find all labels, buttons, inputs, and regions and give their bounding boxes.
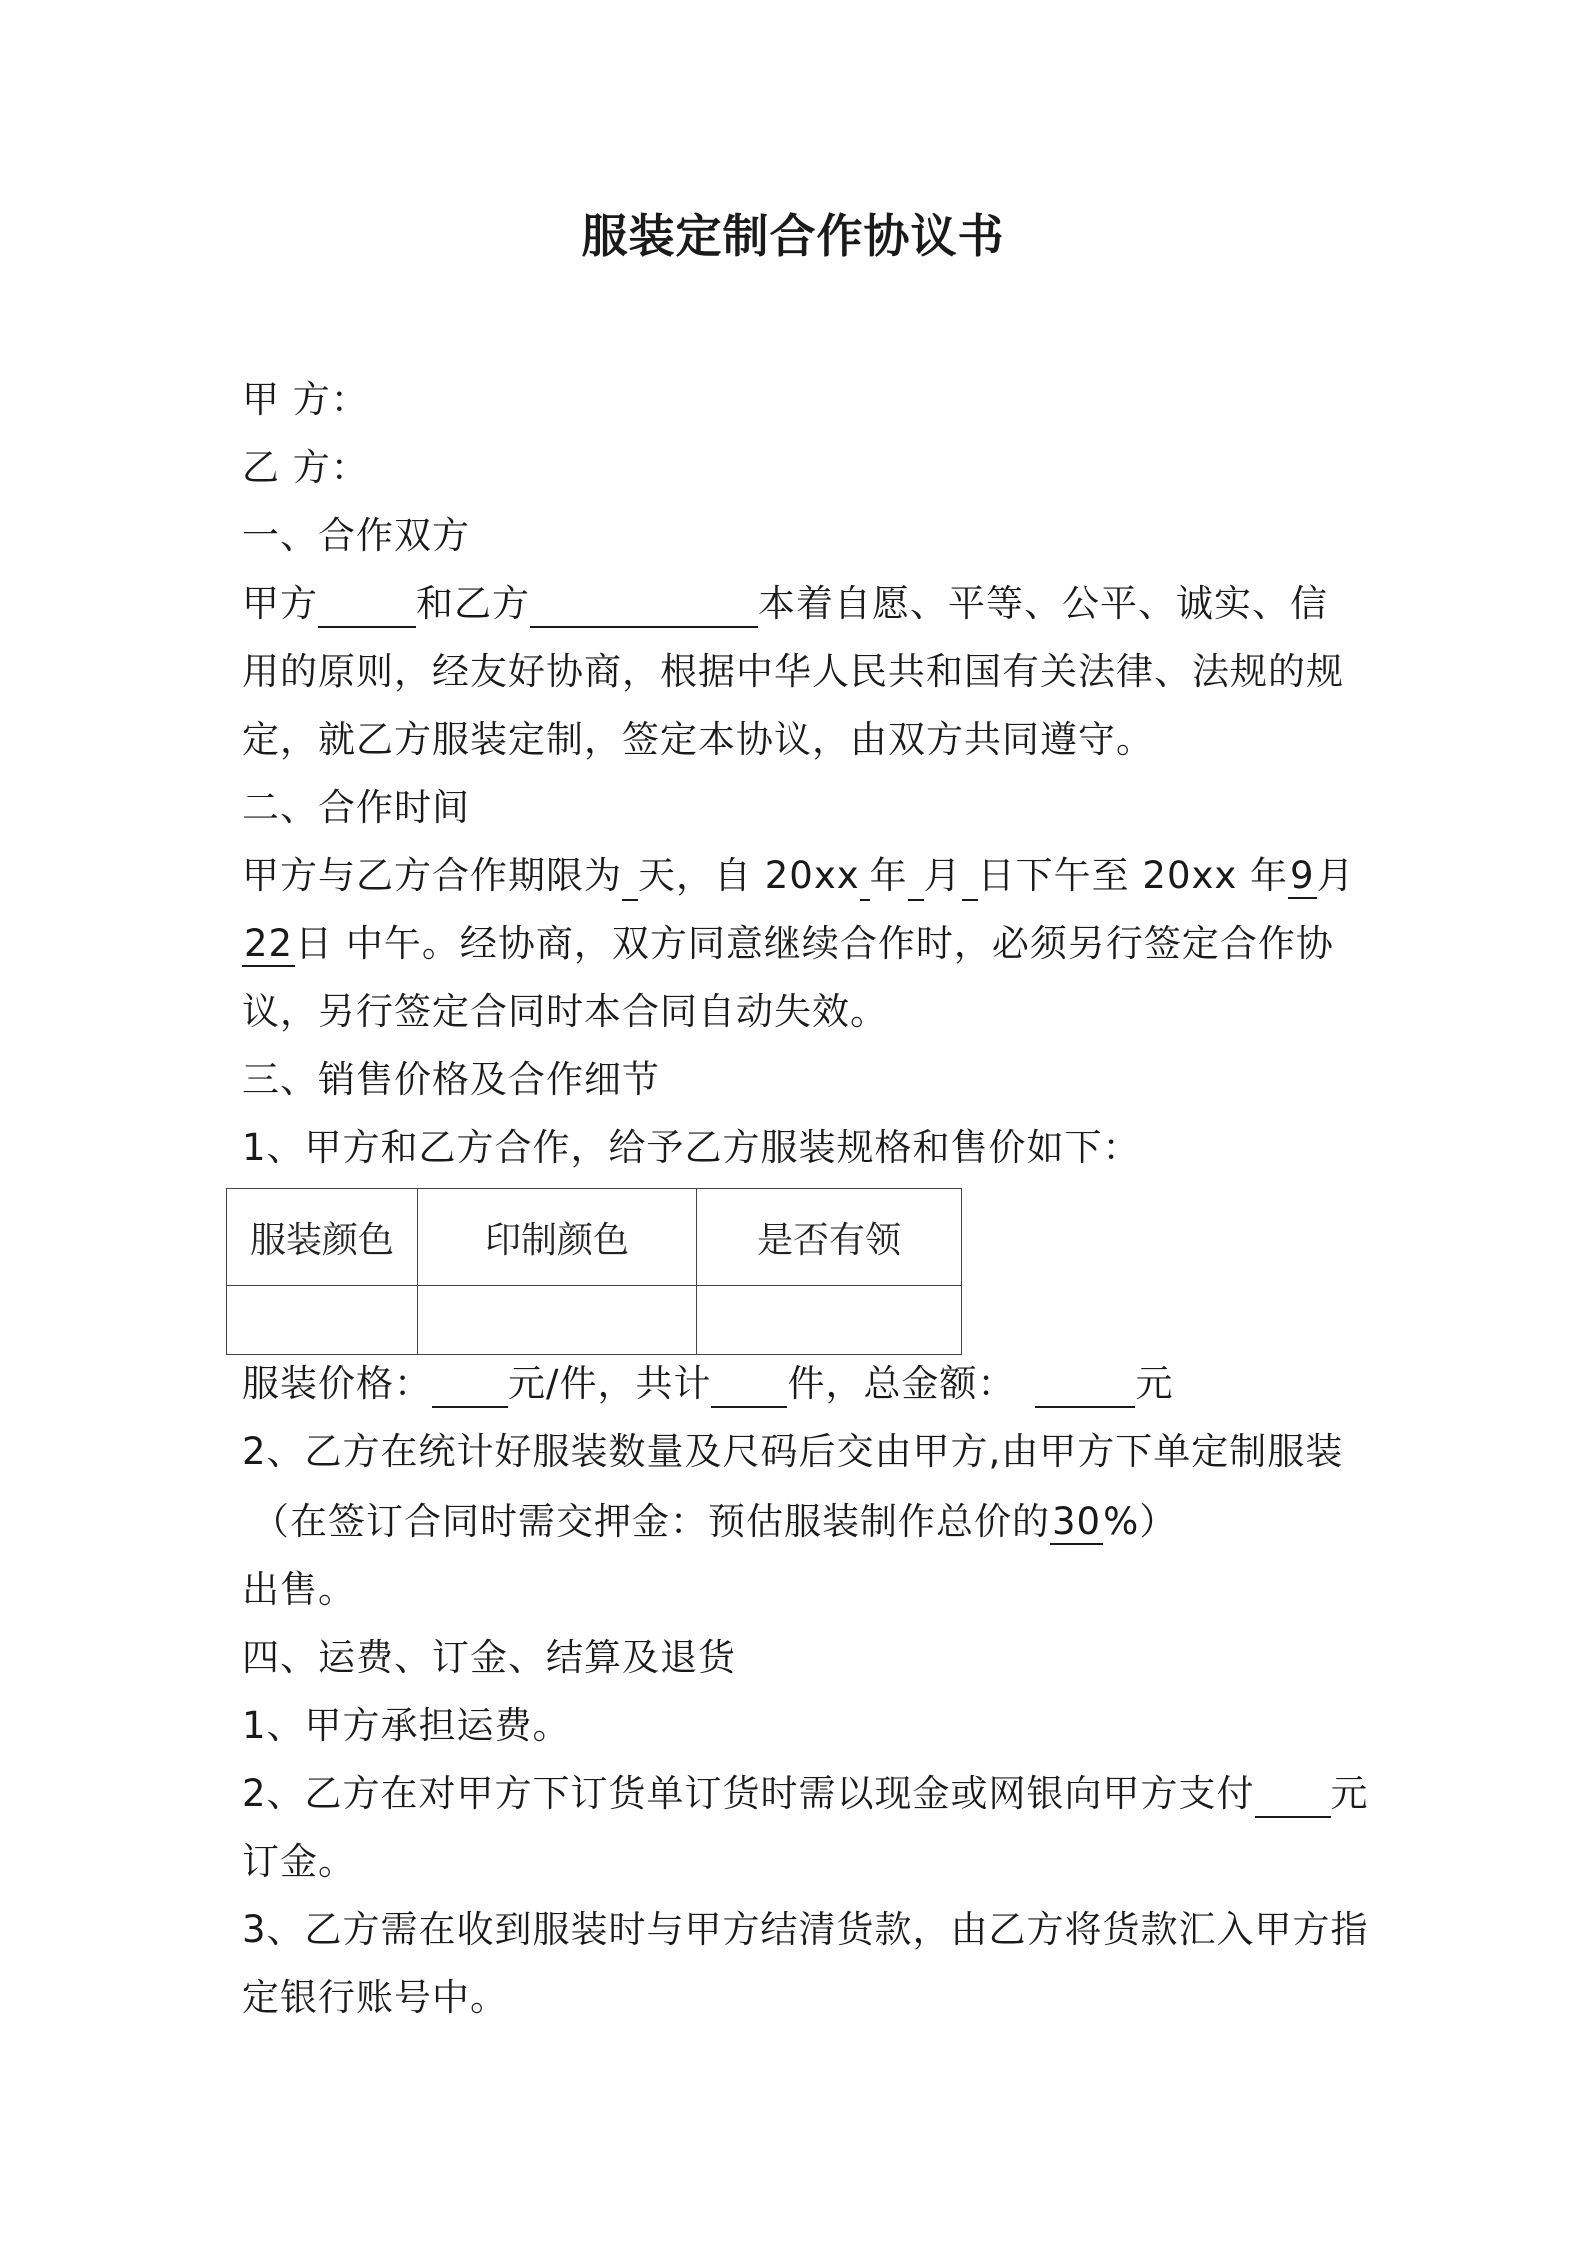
text: 日 中午。经协商，双方同意继续合作时，必须另行签定合作协 (295, 922, 1334, 965)
end-day-value: 22 (244, 922, 294, 965)
table-cell[interactable] (697, 1286, 962, 1355)
table-header-cell: 服装颜色 (227, 1189, 418, 1286)
deposit-percent-value: 30 (1052, 1500, 1102, 1543)
section-3-item-1: 1、甲方和乙方合作，给予乙方服装规格和售价如下： (242, 1126, 1141, 1169)
section-4-item-1: 1、甲方承担运费。 (242, 1704, 571, 1747)
text: 元 (1135, 1362, 1174, 1405)
text: 和乙方 (416, 582, 530, 625)
text: 件，总金额： (787, 1362, 1016, 1405)
section-1-line-1 (242, 580, 1328, 628)
text: 甲方 (242, 582, 318, 625)
text: 元 (1330, 1772, 1369, 1815)
section-4-item-3: 3、乙方需在收到服装时与甲方结清货款，由乙方将货款汇入甲方指 (242, 1908, 1369, 1951)
party-b-name-blank[interactable] (530, 584, 758, 628)
spec-table (226, 1188, 962, 1355)
year-blank[interactable] (860, 857, 870, 901)
section-2-heading: 二、合作时间 (242, 786, 470, 829)
total-amount-blank[interactable] (1035, 1364, 1135, 1408)
document-title: 服装定制合作协议书 (581, 209, 1005, 263)
table-cell[interactable] (227, 1286, 418, 1355)
section-4-item-2 (242, 1770, 1369, 1818)
text: 服装价格： (242, 1362, 432, 1405)
text: 本着自愿、平等、公平、诚实、信 (758, 582, 1328, 625)
text: 年 (869, 854, 908, 897)
text: %） (1103, 1500, 1178, 1543)
section-1-line-3: 定，就乙方服装定制，签定本协议，由双方共同遵守。 (242, 718, 1154, 761)
day-blank[interactable] (962, 857, 978, 901)
section-4-item-3-end: 定银行账号中。 (242, 1976, 508, 2019)
text: 天，自 20xx (638, 854, 860, 897)
table-header-cell: 是否有领 (697, 1189, 962, 1286)
section-1-heading: 一、合作双方 (242, 514, 470, 557)
text: 元/件，共计 (508, 1362, 712, 1405)
table-cell[interactable] (418, 1286, 697, 1355)
party-a-label: 甲 方： (242, 378, 369, 421)
text: 2、乙方在对甲方下订货单订货时需以现金或网银向甲方支付 (242, 1772, 1255, 1815)
party-b-label: 乙 方： (242, 446, 369, 489)
section-3-heading: 三、销售价格及合作细节 (242, 1058, 660, 1101)
unit-price-blank[interactable] (432, 1364, 508, 1408)
section-2-line-1 (242, 852, 1355, 901)
section-2-line-2 (242, 920, 1334, 968)
text: 月 (923, 854, 962, 897)
section-3-item-2-end: 出售。 (242, 1568, 356, 1611)
deposit-line (252, 1498, 1177, 1546)
price-line (242, 1360, 1173, 1408)
section-4-heading: 四、运费、订金、结算及退货 (242, 1636, 736, 1679)
table-header-cell: 印制颜色 (418, 1189, 697, 1286)
section-3-item-2: 2、乙方在统计好服装数量及尺码后交由甲方,由甲方下单定制服装 (242, 1430, 1344, 1473)
text: 日下午至 20xx 年 (977, 854, 1289, 897)
section-2-line-3: 议，另行签定合同时本合同自动失效。 (242, 990, 888, 1033)
end-month-value: 9 (1290, 854, 1315, 897)
table-header-row (227, 1189, 962, 1286)
text: 甲方与乙方合作期限为 (242, 854, 622, 897)
text: （在签订合同时需交押金：预估服装制作总价的 (252, 1500, 1050, 1543)
days-blank[interactable] (622, 857, 638, 901)
section-1-line-2: 用的原则，经友好协商，根据中华人民共和国有关法律、法规的规 (242, 650, 1344, 693)
section-4-item-2-end: 订金。 (242, 1840, 356, 1883)
month-blank[interactable] (908, 857, 924, 901)
text: 月 (1316, 854, 1355, 897)
quantity-blank[interactable] (711, 1364, 787, 1408)
deposit-amount-blank[interactable] (1255, 1774, 1331, 1818)
table-row (227, 1286, 962, 1355)
party-a-name-blank[interactable] (318, 584, 416, 628)
